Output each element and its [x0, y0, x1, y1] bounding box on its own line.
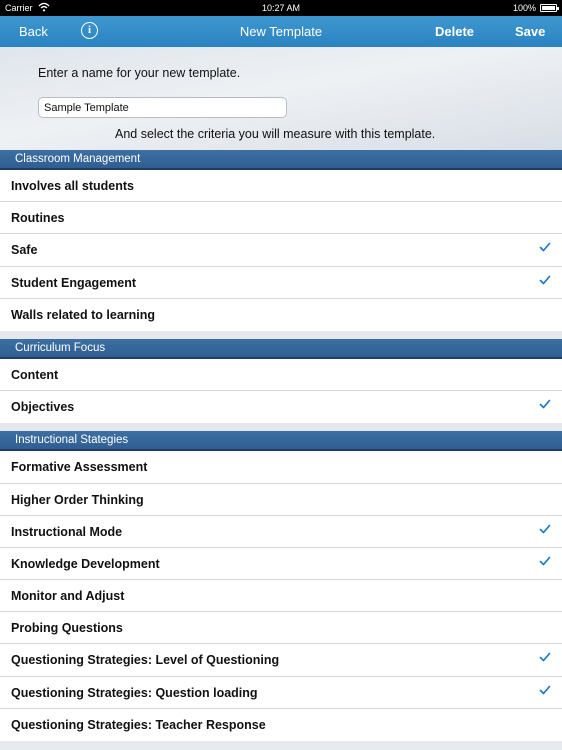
- criteria-label: Instructional Mode: [11, 524, 123, 539]
- status-time: 10:27 AM: [261, 3, 301, 13]
- checkmark-icon: [539, 241, 551, 253]
- checkmark-icon: [539, 651, 551, 663]
- battery-percentage: 100%: [512, 3, 536, 13]
- criteria-row[interactable]: [0, 234, 562, 266]
- checkmark-icon: [539, 274, 551, 286]
- section-header: Instructional Stategies: [0, 431, 562, 451]
- criteria-label: Questioning Strategies: Question loading: [11, 685, 258, 700]
- template-name-input[interactable]: [38, 97, 287, 118]
- checkmark-icon: [539, 684, 551, 696]
- criteria-label: Content: [11, 367, 59, 382]
- carrier-label: Carrier: [5, 3, 33, 13]
- criteria-row[interactable]: [0, 548, 562, 580]
- name-prompt: Enter a name for your new template.: [38, 66, 241, 80]
- info-icon[interactable]: i: [81, 22, 98, 39]
- section-spacer: [0, 423, 562, 431]
- criteria-row[interactable]: [0, 170, 562, 202]
- criteria-row[interactable]: [0, 299, 562, 331]
- criteria-row[interactable]: [0, 580, 562, 612]
- criteria-hint: And select the criteria you will measure with this template.: [115, 127, 436, 141]
- checkmark-icon: [539, 523, 551, 535]
- criteria-row[interactable]: [0, 267, 562, 299]
- section-spacer: [0, 331, 562, 339]
- criteria-label: Higher Order Thinking: [11, 492, 144, 507]
- back-button[interactable]: Back: [19, 24, 48, 39]
- criteria-label: Routines: [11, 211, 65, 226]
- criteria-label: Safe: [11, 243, 38, 258]
- criteria-label: Monitor and Adjust: [11, 589, 125, 604]
- criteria-label: Walls related to learning: [11, 307, 156, 322]
- criteria-row[interactable]: [0, 359, 562, 391]
- checkmark-icon: [539, 398, 551, 410]
- criteria-label: Involves all students: [11, 179, 134, 193]
- criteria-row[interactable]: [0, 391, 562, 423]
- criteria-label: Student Engagement: [11, 275, 137, 290]
- criteria-row[interactable]: [0, 484, 562, 516]
- template-form: [0, 47, 562, 150]
- criteria-row[interactable]: [0, 516, 562, 548]
- criteria-label: Knowledge Development: [11, 556, 160, 571]
- criteria-row[interactable]: [0, 451, 562, 483]
- criteria-row[interactable]: [0, 677, 562, 709]
- save-button[interactable]: Save: [515, 24, 546, 39]
- page-title: New Template: [239, 24, 323, 39]
- criteria-row[interactable]: [0, 644, 562, 676]
- checkmark-icon: [539, 555, 551, 567]
- status-bar: [0, 0, 562, 16]
- section-header: Curriculum Focus: [0, 339, 562, 359]
- criteria-row[interactable]: [0, 709, 562, 741]
- criteria-label: Objectives: [11, 400, 75, 415]
- battery-icon: [540, 4, 557, 12]
- criteria-label: Questioning Strategies: Level of Questioning: [11, 653, 280, 668]
- criteria-label: Questioning Strategies: Teacher Response: [11, 717, 266, 732]
- navigation-bar: [0, 16, 562, 47]
- delete-button[interactable]: Delete: [435, 24, 475, 39]
- section-header: Classroom Management: [0, 150, 562, 170]
- criteria-list: [0, 150, 562, 741]
- criteria-row[interactable]: [0, 612, 562, 644]
- criteria-row[interactable]: [0, 202, 562, 234]
- criteria-label: Formative Assessment: [11, 460, 148, 475]
- criteria-label: Probing Questions: [11, 621, 123, 636]
